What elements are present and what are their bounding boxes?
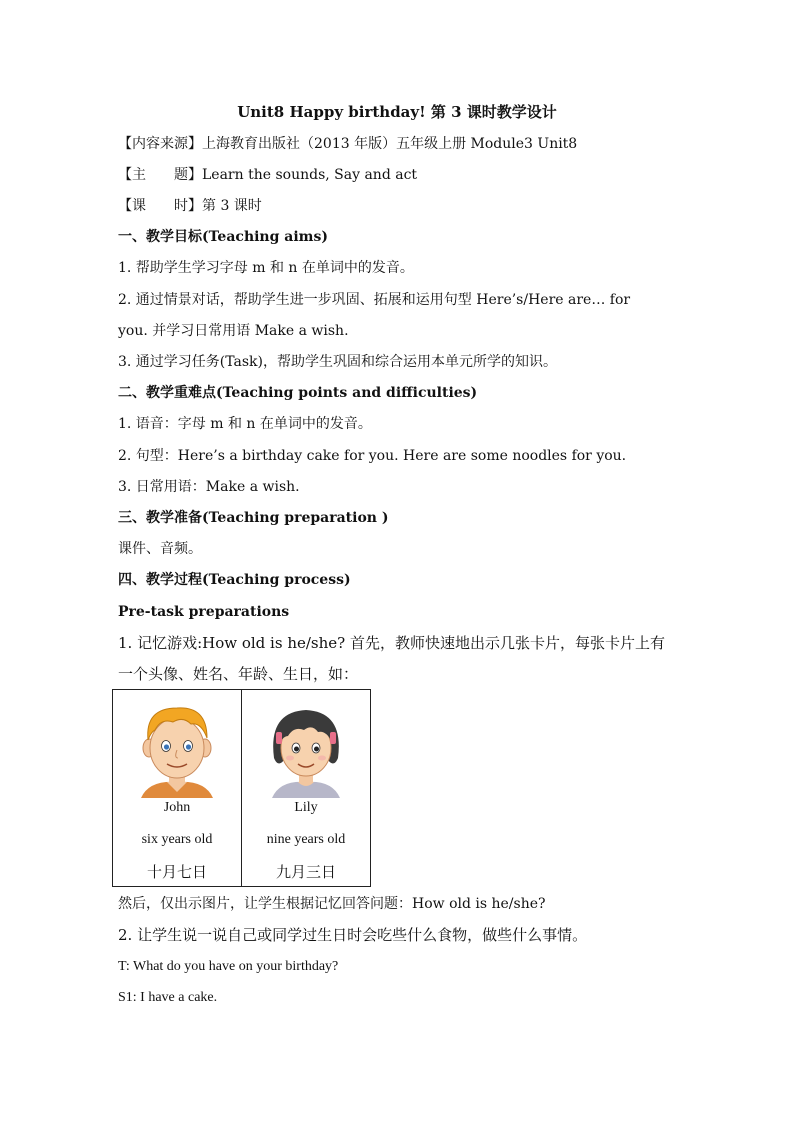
dialogue-line: T: What do you have on your birthday?	[118, 959, 339, 974]
aims-item: 3. 通过学习任务(Task)，帮助学生巩固和综合运用本单元所学的知识。	[118, 354, 557, 370]
card-name: Lily	[294, 800, 318, 815]
process-heading: 四、教学过程(Teaching process)	[118, 572, 351, 588]
card-age: six years old	[141, 832, 213, 847]
aims-heading: 一、教学目标(Teaching aims)	[118, 229, 328, 245]
card-birthday: 九月三日	[275, 863, 336, 881]
points-heading: 二、教学重难点(Teaching points and difficulties)	[118, 385, 478, 401]
card-age: nine years old	[266, 832, 346, 847]
topic-line: 【主 题】Learn the sounds, Say and act	[118, 167, 418, 183]
points-item: 1. 语音：字母 m 和 n 在单词中的发音。	[118, 416, 372, 432]
card-lily	[242, 690, 371, 887]
boy-avatar-icon	[127, 698, 227, 798]
card-john	[113, 690, 242, 887]
preparation-text: 课件、音频。	[118, 541, 202, 557]
after-cards-text: 然后，仅出示图片，让学生根据记忆回答问题：How old is he/she?	[118, 896, 546, 912]
process-subheading: Pre-task preparations	[118, 604, 290, 620]
avatar-cards-table	[112, 689, 371, 887]
points-item: 3. 日常用语：Make a wish.	[118, 479, 300, 495]
card-birthday: 十月七日	[146, 863, 207, 881]
step1-text-cont: 一个头像、姓名、年龄、生日，如：	[118, 665, 359, 683]
aims-item: you. 并学习日常用语 Make a wish.	[118, 323, 349, 339]
period-line: 【课 时】第 3 课时	[118, 198, 262, 214]
step2-text: 2. 让学生说一说自己或同学过生日时会吃些什么食物，做些什么事情。	[118, 926, 588, 944]
aims-item: 2. 通过情景对话，帮助学生进一步巩固、拓展和运用句型 Here’s/Here are… for	[118, 292, 631, 308]
preparation-heading: 三、教学准备(Teaching preparation )	[118, 510, 389, 526]
content-source: 【内容来源】上海教育出版社（2013 年版）五年级上册 Module3 Unit8	[118, 136, 578, 152]
aims-item: 1. 帮助学生学习字母 m 和 n 在单词中的发音。	[118, 260, 414, 276]
points-item: 2. 句型：Here’s a birthday cake for you. Here are some noodles for you.	[118, 448, 627, 464]
girl-avatar-icon	[256, 698, 356, 798]
document-title: Unit8 Happy birthday! 第 3 课时教学设计	[237, 103, 557, 121]
card-name: John	[163, 800, 191, 815]
dialogue-line: S1: I have a cake.	[118, 990, 218, 1005]
step1-text: 1. 记忆游戏:How old is he/she? 首先，教师快速地出示几张卡片，每张卡片上有	[118, 634, 665, 652]
